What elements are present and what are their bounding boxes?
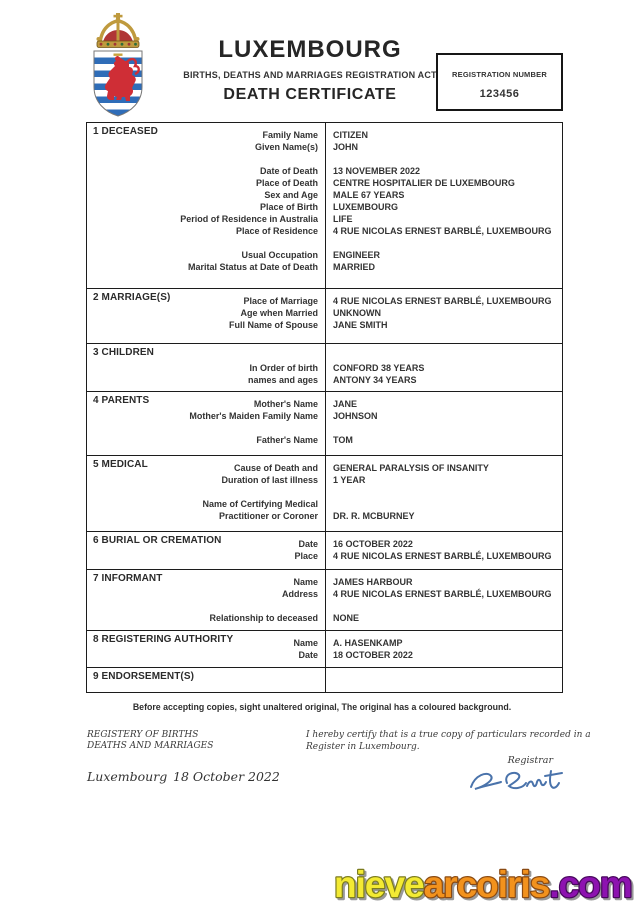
registration-number-value: 123456 bbox=[479, 88, 520, 100]
field-label: Mother's Maiden Family Name bbox=[189, 411, 318, 421]
document-type-title: DEATH CERTIFICATE bbox=[223, 86, 397, 103]
registry-line: DEATHS AND MARRIAGES bbox=[87, 741, 214, 751]
field-value: DR. R. MCBURNEY bbox=[333, 511, 415, 521]
column-divider bbox=[325, 123, 326, 692]
section-title: 2 MARRIAGE(S) bbox=[93, 292, 171, 303]
field-label: Sex and Age bbox=[264, 190, 318, 200]
field-label: Place of Birth bbox=[259, 202, 318, 212]
registry-line: REGISTERY OF BIRTHS bbox=[87, 730, 199, 740]
field-value: A. HASENKAMP bbox=[333, 638, 403, 648]
field-value bbox=[325, 486, 562, 498]
field-label: Place of Death bbox=[255, 178, 318, 188]
field-value: MARRIED bbox=[333, 262, 375, 272]
copy-notice: Before accepting copies, sight unaltered original, The original has a coloured background. bbox=[132, 702, 512, 712]
field-label: names and ages bbox=[247, 375, 318, 385]
field-label: Cause of Death and bbox=[233, 463, 318, 473]
field-label: Place of Residence bbox=[235, 226, 318, 236]
field-value: LIFE bbox=[333, 214, 353, 224]
field-label: Age when Married bbox=[240, 308, 318, 318]
field-label bbox=[87, 153, 325, 165]
luxembourg-coat-of-arms-icon bbox=[87, 12, 149, 118]
field-value: CONFORD 38 YEARS bbox=[333, 363, 425, 373]
field-label: Date of Death bbox=[259, 166, 318, 176]
field-value: UNKNOWN bbox=[333, 308, 381, 318]
registration-number-box bbox=[436, 53, 563, 111]
svg-text:nievearcoiris.com bbox=[334, 864, 632, 905]
registry-block bbox=[87, 730, 213, 752]
field-value: JANE bbox=[333, 399, 358, 409]
field-value: CENTRE HOSPITALIER DE LUXEMBOURG bbox=[333, 178, 515, 188]
field-label: Place of Marriage bbox=[243, 296, 318, 306]
field-value: MALE 67 YEARS bbox=[333, 190, 405, 200]
certify-line: I hereby certify that is a true copy of particulars recorded in a bbox=[306, 730, 591, 740]
field-label: Duration of last illness bbox=[221, 475, 318, 485]
act-subtitle: BIRTHS, DEATHS AND MARRIAGES REGISTRATION ACT bbox=[183, 70, 437, 80]
field-value: LUXEMBOURG bbox=[333, 202, 398, 212]
field-value: CITIZEN bbox=[333, 130, 368, 140]
watermark-part: arcoiris bbox=[423, 864, 550, 905]
field-value: JOHN bbox=[333, 142, 359, 152]
field-label bbox=[87, 600, 325, 612]
field-value bbox=[325, 422, 562, 434]
section-title: 1 DECEASED bbox=[93, 126, 158, 137]
registration-number-label: REGISTRATION NUMBER bbox=[452, 70, 547, 79]
section-title: 7 INFORMANT bbox=[93, 573, 163, 584]
country-title: LUXEMBOURG bbox=[218, 36, 402, 63]
field-value bbox=[325, 600, 562, 612]
watermark-nievearcoiris bbox=[331, 857, 643, 909]
field-label: Relationship to deceased bbox=[209, 613, 318, 623]
header bbox=[150, 38, 470, 104]
registrar-signature bbox=[466, 767, 564, 797]
field-label: Mother's Name bbox=[253, 399, 318, 409]
section-title: 9 ENDORSEMENT(S) bbox=[93, 671, 195, 682]
field-value: 4 RUE NICOLAS ERNEST BARBLÉ, LUXEMBOURG bbox=[333, 226, 552, 236]
field-label bbox=[87, 486, 325, 498]
field-label: Place bbox=[294, 551, 318, 561]
section-title: 6 BURIAL OR CREMATION bbox=[93, 535, 222, 546]
field-value: 4 RUE NICOLAS ERNEST BARBLÉ, LUXEMBOURG bbox=[333, 589, 552, 599]
section-title: 3 CHILDREN bbox=[93, 347, 155, 358]
field-label: Date bbox=[298, 539, 318, 549]
field-label: Name bbox=[293, 638, 318, 648]
field-value: JOHNSON bbox=[333, 411, 378, 421]
issue-date: 18 October 2022 bbox=[173, 769, 280, 784]
field-value: 18 OCTOBER 2022 bbox=[333, 650, 413, 660]
field-value: 4 RUE NICOLAS ERNEST BARBLÉ, LUXEMBOURG bbox=[333, 296, 552, 306]
field-label: Usual Occupation bbox=[241, 250, 318, 260]
section-title: 4 PARENTS bbox=[93, 395, 150, 406]
field-value: TOM bbox=[333, 435, 353, 445]
field-label: Name of Certifying Medical bbox=[202, 499, 318, 509]
field-label: Period of Residence in Australia bbox=[180, 214, 318, 224]
field-value: 13 NOVEMBER 2022 bbox=[333, 166, 421, 176]
field-label: Address bbox=[281, 589, 318, 599]
field-value: ENGINEER bbox=[333, 250, 381, 260]
watermark-part: .com bbox=[549, 864, 632, 905]
issue-place: Luxembourg bbox=[87, 769, 168, 784]
field-value: ANTONY 34 YEARS bbox=[333, 375, 417, 385]
field-label bbox=[87, 237, 325, 249]
field-label: Date bbox=[298, 650, 318, 660]
field-label: Marital Status at Date of Death bbox=[187, 262, 318, 272]
registrar-label: Registrar bbox=[507, 755, 553, 766]
field-value: 1 YEAR bbox=[333, 475, 366, 485]
field-value bbox=[325, 498, 562, 510]
field-value bbox=[325, 350, 562, 362]
field-value: JAMES HARBOUR bbox=[333, 577, 413, 587]
certify-statement bbox=[306, 730, 591, 753]
field-value bbox=[325, 237, 562, 249]
section-title: 5 MEDICAL bbox=[93, 459, 148, 470]
field-label: Father's Name bbox=[256, 435, 318, 445]
watermark-part: nieve bbox=[334, 864, 424, 905]
field-value: GENERAL PARALYSIS OF INSANITY bbox=[333, 463, 489, 473]
section-title: 8 REGISTERING AUTHORITY bbox=[93, 634, 234, 645]
field-label: Given Name(s) bbox=[254, 142, 318, 152]
field-label: Name bbox=[293, 577, 318, 587]
field-value: NONE bbox=[333, 613, 360, 623]
field-label: Full Name of Spouse bbox=[228, 320, 318, 330]
certify-line: Register in Luxembourg. bbox=[306, 741, 420, 752]
crown bbox=[97, 13, 140, 48]
field-label: Practitioner or Coroner bbox=[218, 511, 318, 521]
field-label bbox=[87, 422, 325, 434]
field-value: JANE SMITH bbox=[333, 320, 388, 330]
field-label: Family Name bbox=[262, 130, 318, 140]
field-label: In Order of birth bbox=[249, 363, 318, 373]
field-value: 4 RUE NICOLAS ERNEST BARBLÉ, LUXEMBOURG bbox=[333, 551, 552, 561]
certificate-table bbox=[86, 122, 563, 693]
field-value: 16 OCTOBER 2022 bbox=[333, 539, 413, 549]
field-value bbox=[325, 153, 562, 165]
